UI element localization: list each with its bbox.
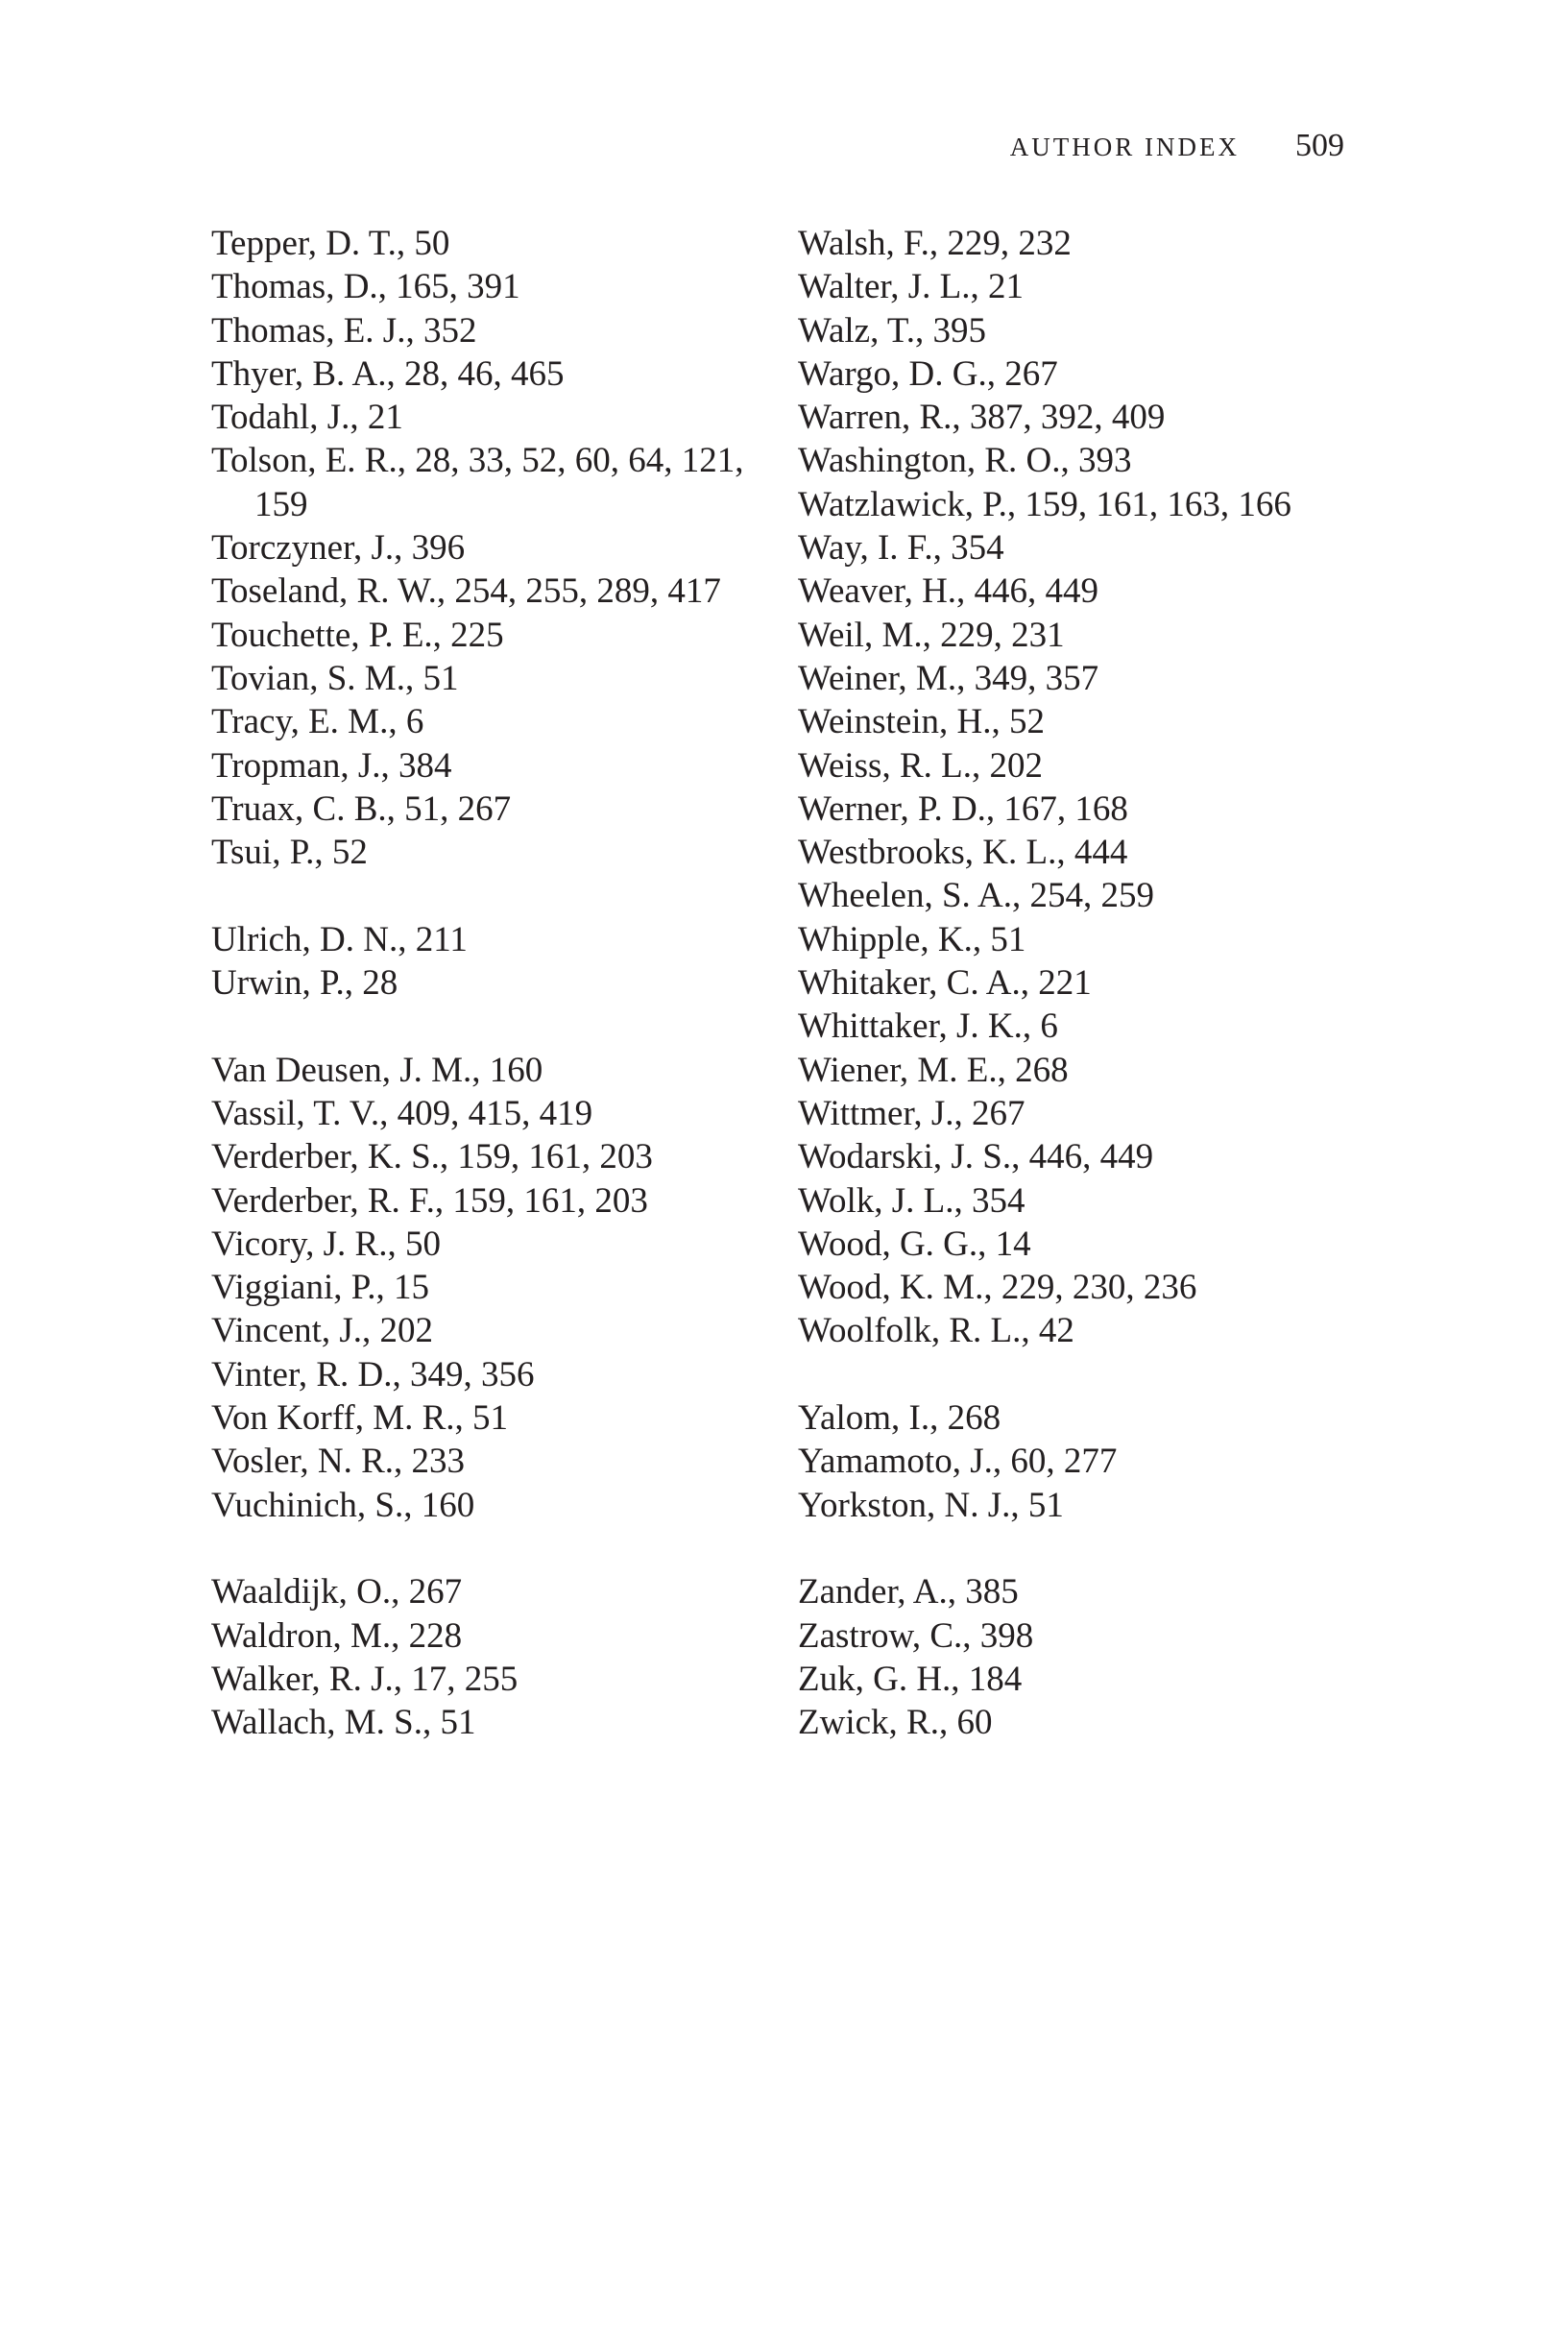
running-head: [1010, 128, 1344, 165]
index-entry: Tsui, P., 52: [211, 833, 368, 873]
index-entry: Zastrow, C., 398: [798, 1615, 1034, 1656]
index-entry: Weinstein, H., 52: [798, 702, 1046, 742]
index-entry: Van Deusen, J. M., 160: [211, 1050, 543, 1090]
index-entry: Watzlawick, P., 159, 161, 163, 166: [798, 484, 1291, 524]
index-entry: Wood, G. G., 14: [798, 1224, 1031, 1264]
index-entry: Todahl, J., 21: [211, 398, 403, 438]
index-entry: Vuchinich, S., 160: [211, 1485, 475, 1525]
index-entry: Wolk, J. L., 354: [798, 1180, 1025, 1221]
index-entry: Walz, T., 395: [798, 310, 987, 351]
index-entry: Tolson, E. R., 28, 33, 52, 60, 64, 121, 159: [211, 441, 744, 524]
index-entry: Zander, A., 385: [798, 1572, 1019, 1612]
index-entry: Weiss, R. L., 202: [798, 745, 1043, 786]
index-entry: Weaver, H., 446, 449: [798, 571, 1099, 612]
index-column-left: [211, 222, 778, 1744]
index-entry: Torczyner, J., 396: [211, 528, 466, 569]
index-entry: Wallach, M. S., 51: [211, 1703, 476, 1743]
index-column-right: [798, 222, 1364, 1744]
index-entry: Wodarski, J. S., 446, 449: [798, 1137, 1154, 1177]
index-entry: Vassil, T. V., 409, 415, 419: [211, 1093, 593, 1133]
index-entry: Way, I. F., 354: [798, 528, 1004, 569]
index-entry: Weiner, M., 349, 357: [798, 658, 1099, 698]
index-entry: Verderber, R. F., 159, 161, 203: [211, 1180, 648, 1221]
index-entry: Tropman, J., 384: [211, 745, 452, 786]
index-entry: Zuk, G. H., 184: [798, 1659, 1023, 1699]
index-entry: Verderber, K. S., 159, 161, 203: [211, 1137, 653, 1177]
index-entry: Wood, K. M., 229, 230, 236: [798, 1268, 1197, 1308]
index-entry: Wiener, M. E., 268: [798, 1050, 1069, 1090]
index-entry: Touchette, P. E., 225: [211, 615, 504, 655]
page-number: 509: [1295, 128, 1344, 163]
index-entry: Zwick, R., 60: [798, 1703, 993, 1743]
index-entry: Thyer, B. A., 28, 46, 465: [211, 353, 565, 394]
index-entry: Wargo, D. G., 267: [798, 353, 1058, 394]
index-entry: Tepper, D. T., 50: [211, 224, 450, 263]
running-title: AUTHOR INDEX: [1009, 133, 1240, 161]
index-entry: Walter, J. L., 21: [798, 267, 1024, 307]
index-entry: Vinter, R. D., 349, 356: [211, 1354, 535, 1394]
index-entry: Wittmer, J., 267: [798, 1093, 1025, 1133]
index-entry: Von Korff, M. R., 51: [211, 1398, 509, 1439]
index-entry: Walsh, F., 229, 232: [798, 224, 1072, 263]
index-entry: Waldron, M., 228: [211, 1615, 463, 1656]
index-entry: Whipple, K., 51: [798, 919, 1026, 959]
index-entry: Ulrich, D. N., 211: [211, 919, 468, 959]
index-entry: Whitaker, C. A., 221: [798, 963, 1092, 1004]
index-entry: Urwin, P., 28: [211, 963, 398, 1004]
index-entry: Weil, M., 229, 231: [798, 615, 1065, 655]
index-entry: Waaldijk, O., 267: [211, 1572, 463, 1612]
index-entry: Walker, R. J., 17, 255: [211, 1659, 519, 1699]
index-entry: Wheelen, S. A., 254, 259: [798, 876, 1154, 916]
index-entry: Yorkston, N. J., 51: [798, 1485, 1064, 1525]
index-entry: Warren, R., 387, 392, 409: [798, 398, 1166, 438]
index-entry: Vincent, J., 202: [211, 1311, 434, 1351]
index-entry: Yalom, I., 268: [798, 1398, 1001, 1439]
index-entry: Werner, P. D., 167, 168: [798, 788, 1128, 829]
index-entry: Tracy, E. M., 6: [211, 702, 424, 742]
index-entry: Toseland, R. W., 254, 255, 289, 417: [211, 571, 721, 612]
index-entry: Thomas, E. J., 352: [211, 310, 477, 351]
index-entry: Whittaker, J. K., 6: [798, 1006, 1058, 1047]
index-entry: Thomas, D., 165, 391: [211, 267, 520, 307]
index-entry: Vicory, J. R., 50: [211, 1224, 441, 1264]
index-entry: Westbrooks, K. L., 444: [798, 833, 1128, 873]
index-entry: Truax, C. B., 51, 267: [211, 788, 512, 829]
index-entry: Yamamoto, J., 60, 277: [798, 1442, 1118, 1482]
index-entry: Woolfolk, R. L., 42: [798, 1311, 1074, 1351]
index-entry: Washington, R. O., 393: [798, 441, 1132, 481]
index-entry: Viggiani, P., 15: [211, 1268, 429, 1308]
index-entry: Vosler, N. R., 233: [211, 1442, 466, 1482]
index-entry: Tovian, S. M., 51: [211, 658, 459, 698]
